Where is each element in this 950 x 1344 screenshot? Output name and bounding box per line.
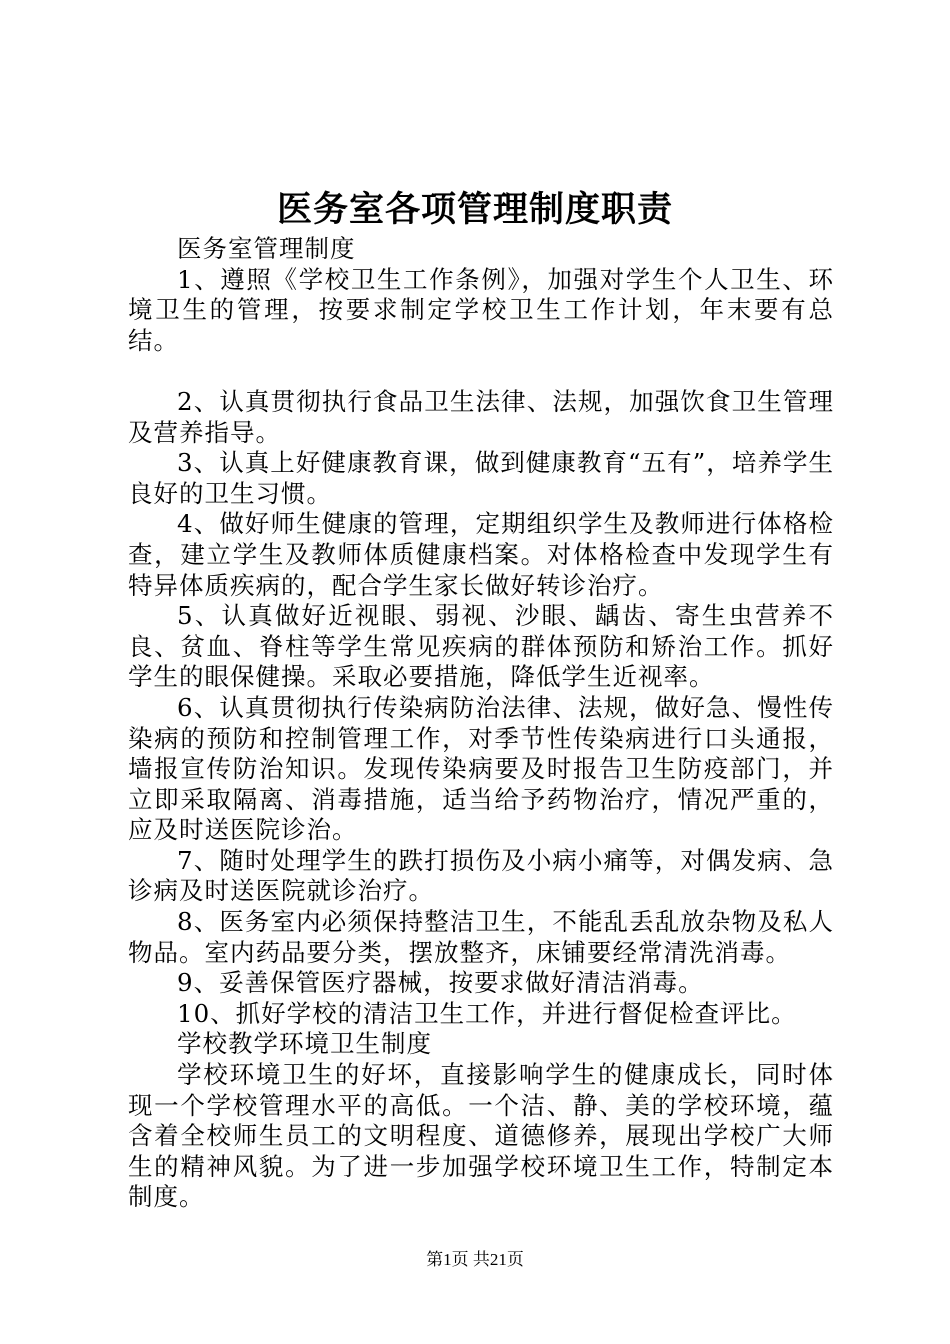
blank-line [128, 356, 834, 387]
section-heading: 学校教学环境卫生制度 [177, 1029, 432, 1059]
paragraph: 6、认真贯彻执行传染病防治法律、法规，做好急、慢性传染病的预防和控制管理工作，对季节性传染病进行口头通报，墙报宣传防治知识。发现传染病要及时报告卫生防疫部门，并立即采取隔离、消毒措施，适当给予药物治疗，情况严重的，应及时送医院诊治。 [128, 692, 834, 845]
paragraph: 10、抓好学校的清洁卫生工作，并进行督促检查评比。 [177, 998, 797, 1028]
document-body [128, 234, 834, 1213]
section-heading: 医务室管理制度 [177, 234, 356, 263]
paragraph: 9、妥善保管医疗器械，按要求做好清洁消毒。 [177, 968, 704, 998]
paragraph: 4、做好师生健康的管理，定期组织学生及教师进行体格检查，建立学生及教师体质健康档案。对体格检查中发现学生有特异体质疾病的，配合学生家长做好转诊治疗。 [128, 509, 834, 600]
page-footer: 第1页 共21页 [426, 1250, 524, 1269]
document-title: 医务室各项管理制度职责 [276, 189, 673, 230]
paragraph: 2、认真贯彻执行食品卫生法律、法规，加强饮食卫生管理及营养指导。 [128, 386, 834, 447]
paragraph: 8、医务室内必须保持整洁卫生，不能乱丢乱放杂物及私人物品。室内药品要分类，摆放整齐，床铺要经常清洗消毒。 [128, 907, 834, 967]
paragraph: 7、随时处理学生的跌打损伤及小病小痛等，对偶发病、急诊病及时送医院就诊治疗。 [128, 845, 834, 906]
paragraph: 学校环境卫生的好坏，直接影响学生的健康成长，同时体现一个学校管理水平的高低。一个洁、静、美的学校环境，蕴含着全校师生员工的文明程度、道德修养，展现出学校广大师生的精神风貌。为了进一步加强学校环境卫生工作，特制定本制度。 [128, 1060, 834, 1212]
paragraph: 3、认真上好健康教育课，做到健康教育“五有”，培养学生良好的卫生习惯。 [128, 448, 834, 508]
paragraph: 1、遵照《学校卫生工作条例》，加强对学生个人卫生、环境卫生的管理，按要求制定学校卫生工作计划，年末要有总结。 [128, 264, 834, 355]
paragraph: 5、认真做好近视眼、弱视、沙眼、龋齿、寄生虫营养不良、贫血、脊柱等学生常见疾病的群体预防和矫治工作。抓好学生的眼保健操。采取必要措施，降低学生近视率。 [128, 601, 834, 692]
